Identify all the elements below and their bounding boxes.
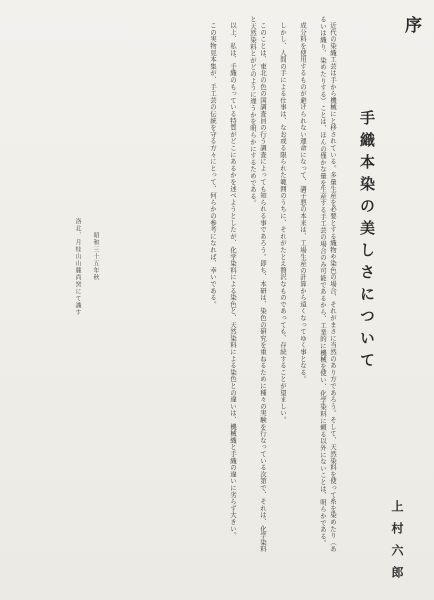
place-note: 洛北、月桂山山麓尚窯にて識す: [74, 218, 81, 316]
paragraph: この実物見本集が、手工芸の伝統を守る方々にとって、何らかの参考になれば、幸いである。: [209, 22, 217, 308]
essay-body: [198, 16, 338, 556]
paragraph: しかし、人間の手による仕事は、なお或る限られた範囲のうちに、それがたとえ贅沢なものであっても、存続することが望ましい。: [279, 22, 287, 424]
preface-heading: 序: [401, 16, 421, 35]
paragraph: 成分料を使用するものが避けられない運命になって、調子悪の本来は、工場生産の計算から遠くなってゆく事となる。: [299, 22, 307, 383]
paragraph: このことは、東北の色の国調査員の行う調査によっても知られる事であろう。即ち、本研は、染色の研究を重ねるために種々の実験を行なっている次第で、それは、化学染料と天然染料とがどのように違うかを明らかにするためである。: [249, 16, 267, 553]
paragraph: 近代の染織工芸は手から機械にと移されている。多量生産を必要とする織物や染色の場合、それがまさに当然のあり方であろう。そして、天然染料を使って糸を染めたり（あるいは織り、染めたりする）ことは、ほんの僅かな量を生産する手工芸の場合のみ可能であるから、工業的に機械を使い、化学染料に頼る以外にないことは、明らかである。: [319, 16, 337, 553]
paragraph: 以上、私は、手織のもっている特質がどこにあるかを述べようとしたが、化学染料による染色と、天然染料による染色との違いは、機械織と手織の違いに劣らず大きい。: [229, 22, 237, 540]
author-name: 上村六郎: [390, 500, 404, 588]
date-note: 昭和三十五年秋: [92, 232, 99, 281]
essay-title: 手織本染の美しさについて: [358, 110, 376, 374]
